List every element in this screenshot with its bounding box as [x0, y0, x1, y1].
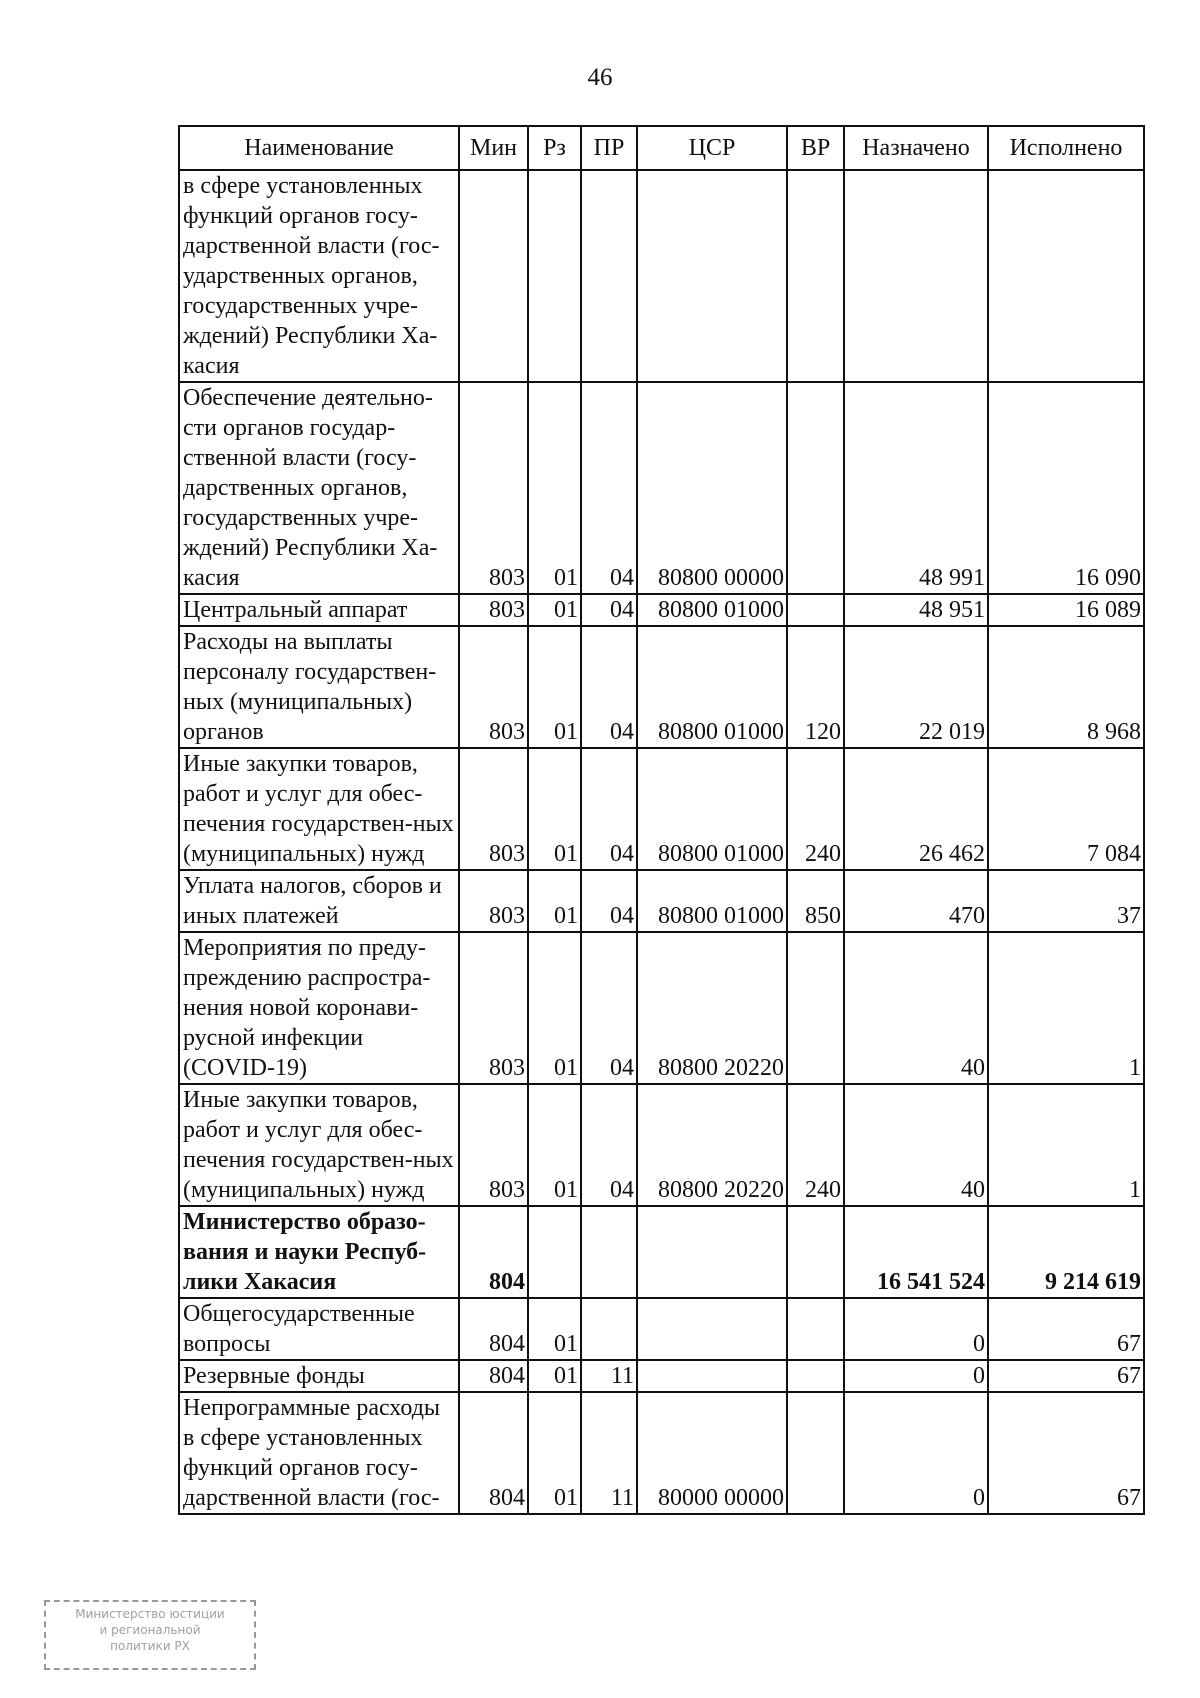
row-name-cell: Непрограммные расходы в сфере установленных функций органов госу-дарственной власти (гос-: [179, 1392, 459, 1514]
row-executed-cell: 16 089: [988, 594, 1144, 626]
row-rz-cell: 01: [528, 594, 581, 626]
row-rz-cell: 01: [528, 626, 581, 748]
row-rz-cell: [528, 1206, 581, 1298]
header-rz: Рз: [528, 126, 581, 170]
row-assigned-cell: 0: [844, 1360, 988, 1392]
row-csr-cell: 80800 01000: [637, 626, 787, 748]
row-executed-cell: 37: [988, 870, 1144, 932]
row-executed-cell: 9 214 619: [988, 1206, 1144, 1298]
row-assigned-cell: 40: [844, 932, 988, 1084]
header-executed: Исполнено: [988, 126, 1144, 170]
row-csr-cell: [637, 1206, 787, 1298]
row-executed-cell: 1: [988, 1084, 1144, 1206]
row-vr-cell: [787, 932, 844, 1084]
row-vr-cell: 120: [787, 626, 844, 748]
row-name-cell: в сфере установленных функций органов госу-дарственной власти (гос-ударственных органов, государственных учре-ждений) Республики Ха-касия: [179, 170, 459, 382]
row-executed-cell: 67: [988, 1360, 1144, 1392]
row-rz-cell: 01: [528, 748, 581, 870]
row-pr-cell: 04: [581, 626, 637, 748]
row-csr-cell: 80800 20220: [637, 1084, 787, 1206]
row-vr-cell: [787, 1392, 844, 1514]
table-row: [179, 1360, 1144, 1392]
row-min-cell: 804: [459, 1360, 528, 1392]
row-min-cell: 804: [459, 1206, 528, 1298]
row-executed-cell: 67: [988, 1298, 1144, 1360]
row-assigned-cell: 48 951: [844, 594, 988, 626]
row-min-cell: 803: [459, 1084, 528, 1206]
row-vr-cell: 850: [787, 870, 844, 932]
row-pr-cell: 04: [581, 870, 637, 932]
table-row: [179, 1392, 1144, 1514]
row-pr-cell: 04: [581, 932, 637, 1084]
row-assigned-cell: 16 541 524: [844, 1206, 988, 1298]
table-row: [179, 1298, 1144, 1360]
row-name-cell: Обеспечение деятельно-сти органов государ-ственной власти (госу-дарственных органов, государственных учре-ждений) Республики Ха-касия: [179, 382, 459, 594]
row-assigned-cell: [844, 170, 988, 382]
row-assigned-cell: 48 991: [844, 382, 988, 594]
row-name-cell: Резервные фонды: [179, 1360, 459, 1392]
row-min-cell: [459, 170, 528, 382]
row-pr-cell: [581, 170, 637, 382]
row-vr-cell: [787, 1298, 844, 1360]
row-rz-cell: 01: [528, 932, 581, 1084]
row-min-cell: 803: [459, 932, 528, 1084]
table-row: [179, 594, 1144, 626]
row-pr-cell: [581, 1206, 637, 1298]
row-executed-cell: 16 090: [988, 382, 1144, 594]
row-assigned-cell: 40: [844, 1084, 988, 1206]
header-pr: ПР: [581, 126, 637, 170]
row-min-cell: 803: [459, 748, 528, 870]
stamp-line: политики РХ: [110, 1639, 190, 1653]
row-min-cell: 803: [459, 594, 528, 626]
row-executed-cell: 7 084: [988, 748, 1144, 870]
row-executed-cell: 67: [988, 1392, 1144, 1514]
budget-table: [178, 125, 1145, 1515]
row-executed-cell: [988, 170, 1144, 382]
row-csr-cell: 80800 00000: [637, 382, 787, 594]
row-min-cell: 803: [459, 870, 528, 932]
row-pr-cell: 04: [581, 382, 637, 594]
row-name-cell: Иные закупки товаров, работ и услуг для обес-печения государствен-ных (муниципальных) нужд: [179, 1084, 459, 1206]
row-name-cell: Мероприятия по преду-преждению распростра-нения новой коронави-русной инфекции (COVID-19): [179, 932, 459, 1084]
row-name-cell: Расходы на выплаты персоналу государствен-ных (муниципальных) органов: [179, 626, 459, 748]
row-name-cell: Центральный аппарат: [179, 594, 459, 626]
row-assigned-cell: 0: [844, 1392, 988, 1514]
row-csr-cell: 80800 01000: [637, 748, 787, 870]
row-pr-cell: 11: [581, 1360, 637, 1392]
row-vr-cell: [787, 1206, 844, 1298]
row-rz-cell: 01: [528, 1298, 581, 1360]
row-min-cell: 804: [459, 1298, 528, 1360]
header-min: Мин: [459, 126, 528, 170]
table-row: [179, 1084, 1144, 1206]
row-rz-cell: 01: [528, 1360, 581, 1392]
row-assigned-cell: 470: [844, 870, 988, 932]
row-csr-cell: 80800 01000: [637, 870, 787, 932]
row-executed-cell: 8 968: [988, 626, 1144, 748]
row-min-cell: 803: [459, 382, 528, 594]
table-body: [179, 170, 1144, 1514]
stamp-line: и региональной: [99, 1623, 201, 1637]
header-name: Наименование: [179, 126, 459, 170]
row-assigned-cell: 26 462: [844, 748, 988, 870]
row-csr-cell: 80800 01000: [637, 594, 787, 626]
row-rz-cell: 01: [528, 1084, 581, 1206]
row-rz-cell: 01: [528, 870, 581, 932]
row-vr-cell: [787, 1360, 844, 1392]
table-row: [179, 626, 1144, 748]
row-rz-cell: 01: [528, 1392, 581, 1514]
row-assigned-cell: 0: [844, 1298, 988, 1360]
registration-stamp: [44, 1600, 256, 1670]
row-csr-cell: 80800 20220: [637, 932, 787, 1084]
table-row: [179, 870, 1144, 932]
row-name-cell: Министерство образо-вания и науки Респуб-лики Хакасия: [179, 1206, 459, 1298]
row-name-cell: Иные закупки товаров, работ и услуг для обес-печения государствен-ных (муниципальных) нужд: [179, 748, 459, 870]
row-pr-cell: 04: [581, 748, 637, 870]
row-vr-cell: 240: [787, 748, 844, 870]
table-row: [179, 748, 1144, 870]
row-csr-cell: [637, 1298, 787, 1360]
row-min-cell: 804: [459, 1392, 528, 1514]
table-row: [179, 170, 1144, 382]
header-assigned: Назначено: [844, 126, 988, 170]
header-csr: ЦСР: [637, 126, 787, 170]
stamp-line: Министерство юстиции: [75, 1607, 225, 1621]
row-vr-cell: [787, 594, 844, 626]
header-vr: ВР: [787, 126, 844, 170]
row-csr-cell: 80000 00000: [637, 1392, 787, 1514]
table-row: [179, 932, 1144, 1084]
row-vr-cell: [787, 382, 844, 594]
row-pr-cell: [581, 1298, 637, 1360]
row-vr-cell: 240: [787, 1084, 844, 1206]
table-header-row: [179, 126, 1144, 170]
row-name-cell: Общегосударственные вопросы: [179, 1298, 459, 1360]
table-row: [179, 1206, 1144, 1298]
row-executed-cell: 1: [988, 932, 1144, 1084]
row-vr-cell: [787, 170, 844, 382]
row-rz-cell: [528, 170, 581, 382]
page-number: 46: [587, 64, 613, 91]
row-csr-cell: [637, 170, 787, 382]
row-rz-cell: 01: [528, 382, 581, 594]
row-name-cell: Уплата налогов, сборов и иных платежей: [179, 870, 459, 932]
row-pr-cell: 04: [581, 594, 637, 626]
row-pr-cell: 11: [581, 1392, 637, 1514]
row-min-cell: 803: [459, 626, 528, 748]
row-assigned-cell: 22 019: [844, 626, 988, 748]
table-row: [179, 382, 1144, 594]
row-pr-cell: 04: [581, 1084, 637, 1206]
row-csr-cell: [637, 1360, 787, 1392]
